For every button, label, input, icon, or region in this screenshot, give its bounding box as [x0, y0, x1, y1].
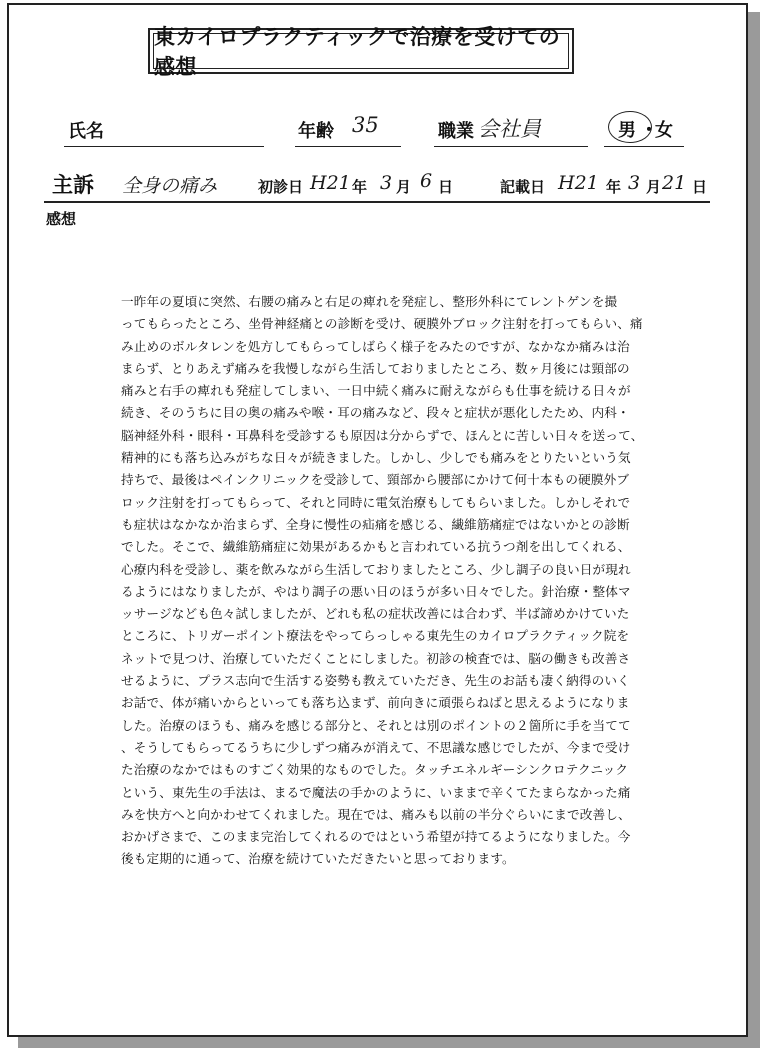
gender-male: 男 [618, 120, 636, 141]
record-year-label: 年 [606, 178, 622, 196]
text-line: お話で、体が痛いからといっても落ち込まず、前向きに頑張らねばと思えるようになりま [121, 695, 630, 711]
text-line: も症状はなかなか治まらず、全身に慢性の疝痛を感じる、繊維筋痛症ではないかとの診断 [121, 516, 630, 532]
first-visit-year-label: 年 [352, 178, 368, 196]
text-line: せるように、プラス志向で生活する姿勢も教えていただき、先生のお話も凄く納得のいく [121, 673, 630, 689]
text-line: ネットで見つけ、治療していただくことにしました。初診の検査では、脳の働きも改善さ [121, 650, 631, 666]
text-line: 一昨年の夏頃に突然、右腰の痛みと右足の痺れを発症し、整形外科にてレントゲンを撮 [121, 294, 618, 309]
text-line: という、東先生の手法は、まるで魔法の手かのように、いままで辛くてたまらなかった痛 [121, 784, 631, 800]
text-line: 精神的にも落ち込みがちな日々が続きました。しかし、少しでも痛みをとりたいという気 [121, 450, 631, 466]
first-visit-month: 3 [380, 172, 393, 194]
complaint-rule [44, 201, 710, 203]
first-visit-month-label: 月 [396, 178, 412, 196]
form-title: 東カイロプラクティックで治療を受けての感想 [153, 33, 569, 69]
record-month: 3 [628, 172, 641, 194]
complaint-label: 主訴 [52, 173, 94, 197]
record-day: 21 [662, 172, 687, 194]
name-label: 氏名 [68, 121, 104, 142]
text-line: まらず、とりあえず痛みを我慢しながら生活しておりましたところ、数ヶ月後には頸部の [121, 360, 630, 376]
age-value: 35 [352, 113, 379, 137]
record-month-label: 月 [646, 178, 662, 196]
impression-text [121, 291, 651, 871]
text-line: た治療のなかではものすごく効果的なものでした。タッチエネルギーシンクロテクニック [121, 762, 629, 778]
complaint-value: 全身の痛み [122, 175, 218, 197]
gender-underline [604, 146, 684, 147]
text-line: 痛みと右手の痺れも発症してしまい、一日中続く痛みに耐えながらも仕事を続ける日々が [121, 383, 631, 399]
text-line: 脳神経外科・眼科・耳鼻科を受診するも原因は分からずで、ほんとに苦しい日々を送って、 [121, 427, 644, 443]
text-line: 持ちで、最後はペインクリニックを受診して、頸部から腰部にかけて何十本もの硬膜外ブ [121, 472, 630, 488]
first-visit-era: H21 [310, 172, 351, 194]
impression-label: 感想 [46, 210, 77, 228]
text-line: 心療内科を受診し、薬を飲みながら生活しておりましたところ、少し調子の良い日が現れ [121, 561, 631, 577]
name-underline [64, 146, 264, 147]
gender-female: 女 [655, 120, 673, 141]
text-line: 続き、そのうちに目の奥の痛みや喉・耳の痛みなど、段々と症状が悪化したため、内科・ [121, 405, 630, 421]
record-era: H21 [558, 172, 599, 194]
gender-separator: ・ [640, 120, 658, 141]
first-visit-day-label: 日 [438, 178, 454, 196]
text-line: 、そうしてもらってるうちに少しずつ痛みが消えて、不思議な感じでしたが、今まで受け [121, 739, 631, 755]
text-line: ところに、トリガーポイント療法をやってらっしゃる東先生のカイロプラクティック院を [121, 628, 630, 644]
text-line: るようにはなりましたが、やはり調子の悪い日のほうが多い日々でした。針治療・整体マ [121, 583, 631, 599]
record-day-label: 日 [692, 178, 708, 196]
text-line: した。治療のほうも、痛みを感じる部分と、それとは別のポイントの２箇所に手を当てて [121, 717, 631, 733]
occupation-underline [434, 146, 588, 147]
age-label: 年齢 [298, 121, 334, 142]
text-line: ってもらったところ、坐骨神経痛との診断を受け、硬膜外ブロック注射を打ってもらい、痛 [121, 316, 643, 332]
text-line: みを快方へと向かわせてくれました。現在では、痛みも以前の半分ぐらいにまで改善し、 [121, 806, 631, 822]
title-box [148, 25, 574, 79]
first-visit-day: 6 [420, 170, 433, 192]
text-line: ッサージなども色々試しましたが、どれも私の症状改善には合わず、半ば諦めかけていた [121, 606, 630, 622]
occupation-label: 職業 [438, 121, 474, 142]
occupation-value: 会社員 [478, 117, 541, 141]
text-line: ロック注射を打ってもらって、それと同時に電気治療もしてもらいました。しかしそれで [121, 494, 631, 510]
first-visit-label: 初診日 [258, 178, 304, 196]
text-line: おかげさまで、このまま完治してくれるのではという希望が持てるようになりました。今 [121, 829, 631, 845]
record-date-label: 記載日 [500, 178, 546, 196]
text-line: み止めのボルタレンを処方してもらってしばらく様子をみたのですが、なかなか痛みは治 [121, 338, 630, 354]
text-line: でした。そこで、繊維筋痛症に効果があるかもと言われている抗うつ剤を出してくれる、 [121, 539, 631, 555]
age-underline [295, 146, 401, 147]
text-line: 後も定期的に通って、治療を続けていただきたいと思っております。 [121, 851, 515, 867]
